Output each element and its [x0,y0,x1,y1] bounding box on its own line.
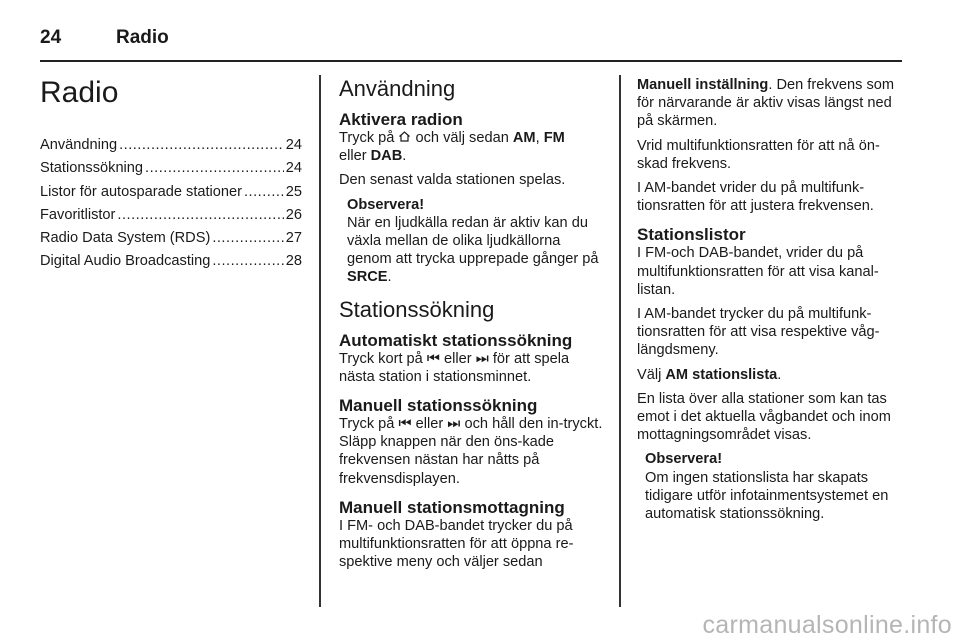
page-header [40,18,902,58]
auto-search-heading: Automatiskt stationssökning [339,330,573,350]
manual-reception-heading: Manuell stationsmottagning [339,497,565,517]
lists-text-4: En lista över alla stationer som kan tas emot i det aktuella vågbandet och inom mottagningsområdet visas. [637,390,891,444]
content-column-3 [637,76,903,529]
column-divider-1 [319,75,321,607]
manual-reception-text: I FM- och DAB-bandet trycker du på multifunktionsratten för att öppna re-spektive meny och väljer sedan [339,517,574,571]
toc-item[interactable]: Favoritlistor ..... 26 [40,206,302,229]
auto-search-text: Tryck kort på ⏮ eller ⏭ för att spela nästa station i stationsminnet. [339,350,570,385]
lists-text-1: I FM-och DAB-bandet, vrider du på multifunktionsratten för att visa kanal-listan. [637,245,879,298]
toc-item[interactable]: Listor för autosparade stationer ..... 25 [40,183,302,206]
activate-text: Tryck på och välj sedan AM, FM eller DAB. [339,130,565,165]
toc-item[interactable]: Digital Audio Broadcasting ..... 28 [40,252,302,275]
am-band-text: I AM-bandet vrider du på multifunk-tionsratten för att justera frekvensen. [637,180,874,215]
note-title: Observera! [645,451,723,468]
station-lists-heading: Stationslistor [637,225,746,245]
note-box [637,450,903,523]
toc-item[interactable]: Radio Data System (RDS) ..... 27 [40,229,302,252]
note-box [339,196,605,287]
last-station-text: Den senast valda stationen spelas. [339,172,566,189]
search-heading: Stationssökning [339,296,495,322]
usage-heading: Användning [339,76,456,101]
note-text: Om ingen stationslista har skapats tidigare utför infotainmentsystemet en automatisk stationssökning. [645,469,889,523]
column-divider-2 [619,75,621,607]
skip-forward-icon: ⏭ [475,350,489,367]
watermark: carmanualsonline.info [702,611,952,639]
home-icon [398,130,411,143]
manual-search-text: Tryck på ⏮ eller ⏭ och håll den in-tryckt. Släpp knappen när den öns-kade frekvensen nästan har nåtts på frekvensdisplayen. [339,416,603,487]
skip-forward-icon: ⏭ [447,416,461,433]
lists-text-2: I AM-bandet trycker du på multifunk-tionsratten för att visa respektive våg-längdsmeny. [637,306,880,359]
manual-search-heading: Manuell stationssökning [339,396,538,416]
lists-text-3: Välj AM stationslista. [637,366,782,383]
content-column-2 [339,76,605,577]
manual-setting-text: Manuell inställning. Den frekvens som för närvarande är aktiv visas längst ned på skärmen. [637,77,895,130]
toc-item[interactable]: Stationssökning ..... 24 [40,159,302,182]
section-title: Radio [116,27,169,48]
note-title: Observera! [347,196,425,213]
toc-item[interactable]: Användning ..... 24 [40,136,302,159]
note-text: När en ljudkälla redan är aktiv kan du växla mellan de olika ljudkällorna genom att trycka upprepade gånger på SRCE. [347,214,599,286]
header-rule [40,60,902,62]
activate-heading: Aktivera radion [339,110,463,129]
page-number: 24 [40,27,62,48]
skip-back-icon: ⏮ [398,416,412,433]
chapter-title: Radio [40,76,119,109]
turn-knob-text: Vrid multifunktionsratten för att nå ön-skad frekvens. [637,137,880,172]
toc-column [40,76,302,276]
skip-back-icon: ⏮ [426,350,440,367]
